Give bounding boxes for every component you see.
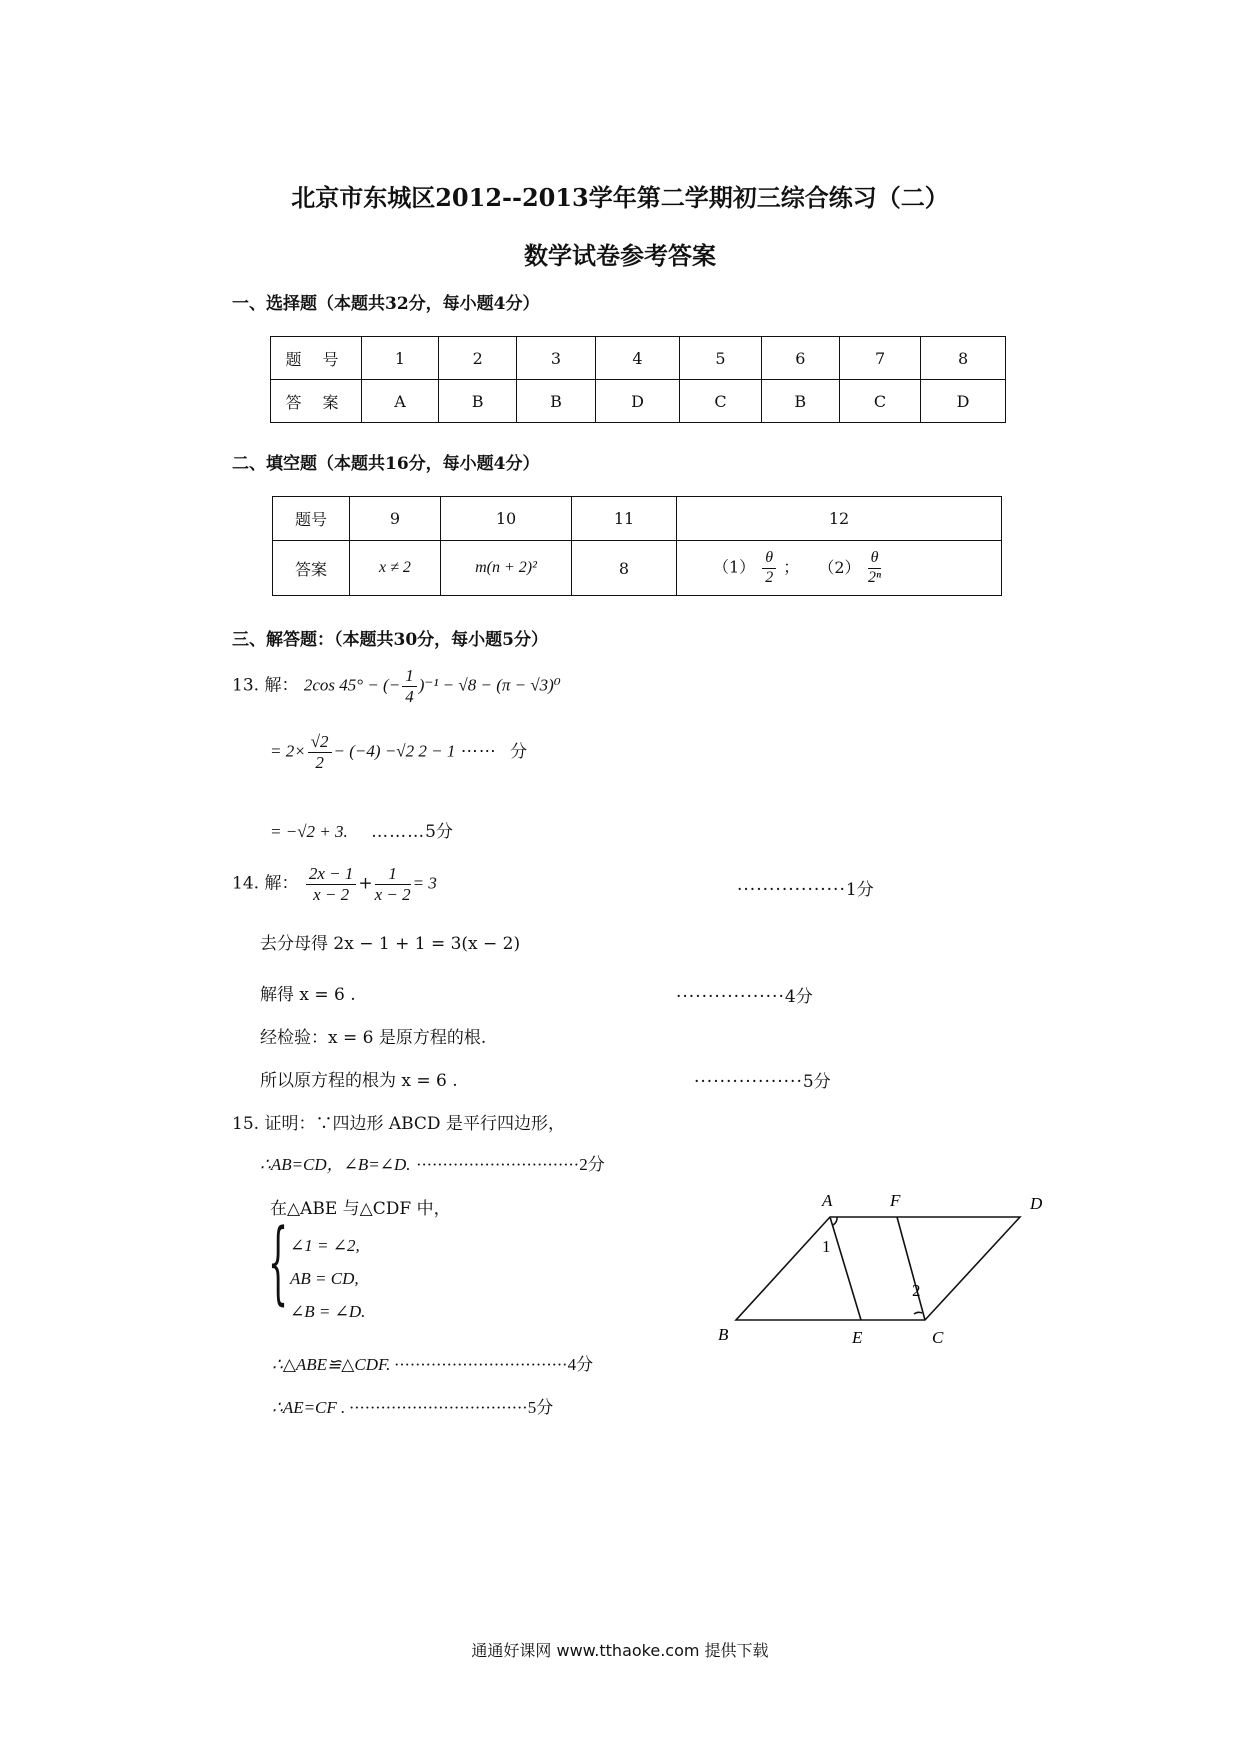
q15-dots1: ······························· [416,1155,580,1174]
answer-10: m(n + 2)² [441,541,572,596]
q13-label: 13. 解： [232,675,299,696]
q13-step1-score: 分 [510,741,528,762]
q14-problem [232,864,437,904]
fill-answer-table [272,496,1002,596]
q-answer: B [517,380,595,423]
q13-expr-b: )⁻¹ − √8 − (π − √3)⁰ [418,675,561,695]
fraction-denominator: 2ⁿ [868,568,882,586]
row-label-number: 题 号 [271,337,362,380]
page-subtitle: 数学试卷参考答案 [524,241,716,270]
q-number: 3 [517,337,595,380]
q-number: 8 [921,337,1006,380]
q13-step2-score: 5分 [425,822,453,842]
section1-heading: 一、选择题（本题共32分，每小题4分） [232,294,540,314]
answer-12-fraction-2 [868,549,882,587]
parallelogram-abcd [736,1217,1020,1320]
fraction-denominator: x − 2 [313,884,350,904]
answer-12-fraction-1 [762,549,776,587]
q14-step4: 经检验：x = 6 是原方程的根. [260,1028,487,1048]
segment-cf [897,1217,925,1320]
q15-score3: 4分 [567,1355,594,1374]
row-label-answer: 答案 [273,541,350,596]
q-answer: A [362,380,439,423]
q15-score1: 2分 [579,1155,605,1174]
q-answer: B [439,380,517,423]
q-answer: C [839,380,920,423]
section3-heading: 三、解答题：（本题共30分，每小题5分） [232,630,548,650]
q-number: 2 [439,337,517,380]
angle-2-arc [914,1312,922,1314]
fraction-numerator: √2 [308,732,332,753]
label-a: A [822,1191,833,1210]
fraction-numerator: θ [868,549,882,568]
q-answer: D [595,380,680,423]
q13-problem [232,666,561,706]
q14-dots1: ················· [737,880,846,900]
q-number: 7 [839,337,920,380]
q14-score1 [737,875,874,900]
fraction-numerator: θ [762,549,776,568]
q-number: 11 [572,497,677,541]
q14-equals: = 3 [412,873,437,893]
q-answer: D [921,380,1006,423]
answer-12 [677,541,1002,596]
q-number: 6 [761,337,839,380]
fraction-denominator: 4 [405,686,414,706]
fraction-numerator: 1 [375,864,411,885]
answer-12-separator: ； [783,557,800,577]
q15-condition-1: ∠1 = ∠2, [290,1236,360,1255]
q-answer: C [680,380,761,423]
q13-step2-expr: = −√2 + 3. [270,822,348,841]
q15-step4 [272,1393,553,1418]
q13-expr-a: 2cos 45° − (− [303,675,401,695]
q15-dots4: ·································· [349,1398,528,1417]
fraction-denominator: x − 2 [374,884,411,904]
page-title: 北京市东城区2012--2013学年第二学期初三综合练习（二） [291,183,949,212]
fraction-denominator: 2 [765,568,774,586]
q15-dots3: ································· [394,1355,568,1374]
q-number: 10 [441,497,572,541]
left-brace: { [268,1210,289,1315]
q14-score3-text: 4分 [784,987,813,1007]
q-number: 4 [595,337,680,380]
fraction-numerator: 1 [402,666,417,687]
q13-fraction [402,666,417,706]
label-f: F [890,1191,901,1210]
row-label-answer: 答 案 [271,380,362,423]
label-d: D [1030,1194,1043,1213]
q15-step1 [260,1150,605,1175]
q-number: 1 [362,337,439,380]
answer-9: x ≠ 2 [350,541,441,596]
q13-step2 [270,817,453,842]
fraction-denominator: 2 [315,752,324,772]
q13-step1-a: = 2× [270,741,306,761]
q14-label: 14. 解： [232,873,299,894]
q15-score4: 5分 [527,1398,554,1417]
q14-fraction-2 [375,864,411,904]
q15-problem: 15. 证明：∵四边形 ABCD 是平行四边形， [232,1114,565,1134]
section2-heading: 二、填空题（本题共16分，每小题4分） [232,454,540,474]
q13-step1-b: − (−4) −√2 2 − 1 [333,741,456,761]
q14-dots3: ················· [676,987,785,1007]
q14-score5 [694,1067,831,1092]
q13-step1-dots: ⋯⋯ [460,741,497,762]
q13-step2-dots: ……… [371,822,426,842]
q14-plus: + [358,873,373,894]
q14-score1-text: 1分 [845,880,874,900]
q13-step1 [270,732,527,772]
row-label-number: 题号 [273,497,350,541]
q14-step2: 去分母得 2x − 1 + 1 = 3(x − 2) [260,934,521,954]
q13-step1-fraction [308,732,332,772]
fraction-numerator: 2x − 1 [306,864,357,885]
q15-step3 [272,1350,593,1375]
answer-11: 8 [572,541,677,596]
choice-answer-table [270,336,1006,423]
label-c: C [932,1328,944,1347]
q-number: 12 [677,497,1002,541]
q15-step4-text: ∴AE=CF . [272,1398,346,1417]
q15-step2: 在△ABE 与△CDF 中， [270,1199,451,1219]
label-angle-1: 1 [822,1237,831,1256]
label-e: E [852,1328,863,1347]
q15-step3-text: ∴△ABE≌△CDF. [272,1355,391,1374]
segment-ae [830,1217,861,1320]
angle-1-arc [833,1217,837,1225]
q14-score5-text: 5分 [802,1072,831,1092]
answer-12-part2-label: （2） [818,557,861,577]
q15-condition-2: AB = CD, [290,1269,359,1288]
q-number: 9 [350,497,441,541]
q15-step1-text: ∴AB=CD，∠B=∠D. [260,1155,411,1174]
q14-step5: 所以原方程的根为 x = 6 . [260,1071,458,1091]
q14-dots5: ················· [694,1072,803,1092]
q-number: 5 [680,337,761,380]
q15-condition-3: ∠B = ∠D. [290,1302,366,1321]
q14-step3: 解得 x = 6 . [260,985,356,1005]
answer-12-part1-label: （1） [713,557,756,577]
label-b: B [718,1325,729,1344]
q14-score3 [676,982,813,1007]
parallelogram-figure [700,1180,1080,1350]
q-answer: B [761,380,839,423]
footer-credit: 通通好课网 www.tthaoke.com 提供下载 [471,1641,769,1660]
label-angle-2: 2 [912,1281,921,1300]
q14-fraction-1 [306,864,357,904]
